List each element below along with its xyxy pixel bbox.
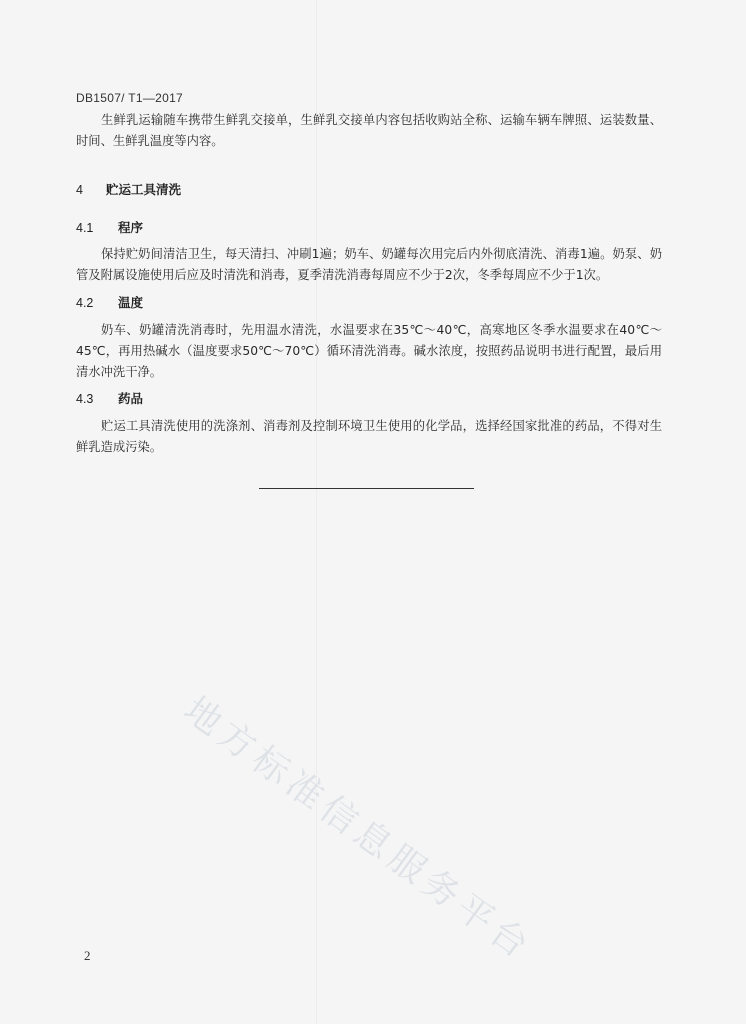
section-4-2-heading	[76, 293, 143, 311]
watermark-text: 地方标准信息服务平台	[176, 689, 541, 970]
section-4-3-text: 贮运工具清洗使用的洗涤剂、消毒剂及控制环境卫生使用的化学品，选择经国家批准的药品，不得对生鲜乳造成污染。	[76, 419, 662, 454]
section-4-title: 贮运工具清洗	[106, 182, 182, 197]
section-4-3-title: 药品	[118, 391, 144, 406]
section-4-2-number: 4.2	[76, 296, 94, 310]
scan-crease	[316, 0, 317, 1024]
section-4-2-title: 温度	[118, 295, 144, 310]
section-4-1-number: 4.1	[76, 221, 94, 235]
document-code-header: DB1507/ T1—2017	[76, 91, 184, 105]
section-4-3-heading	[76, 389, 143, 407]
section-4-2-text: 奶车、奶罐清洗消毒时，先用温水清洗，水温要求在35℃～40℃，高寒地区冬季水温要求在40℃～45℃，再用热碱水（温度要求50℃～70℃）循环清洗消毒。碱水浓度，按照药品说明书进行配置，最后用清水冲洗干净。	[76, 323, 662, 379]
section-4-1-title: 程序	[118, 220, 144, 235]
section-4-heading	[76, 180, 181, 198]
section-4-1-text: 保持贮奶间清洁卫生，每天清扫、冲刷1遍；奶车、奶罐每次用完后内外彻底清洗、消毒1遍。奶泵、奶管及附属设施使用后应及时清洗和消毒，夏季清洗消毒每周应不少于2次，冬季每周应不少于1次。	[76, 247, 662, 282]
end-rule	[259, 488, 474, 489]
page-number: 2	[84, 948, 91, 963]
intro-paragraph: 生鲜乳运输随车携带生鲜乳交接单，生鲜乳交接单内容包括收购站全称、运输车辆车牌照、运装数量、时间、生鲜乳温度等内容。	[76, 113, 662, 148]
section-4-3-number: 4.3	[76, 392, 94, 406]
section-4-1-heading	[76, 218, 143, 236]
section-4-number: 4	[76, 183, 83, 197]
